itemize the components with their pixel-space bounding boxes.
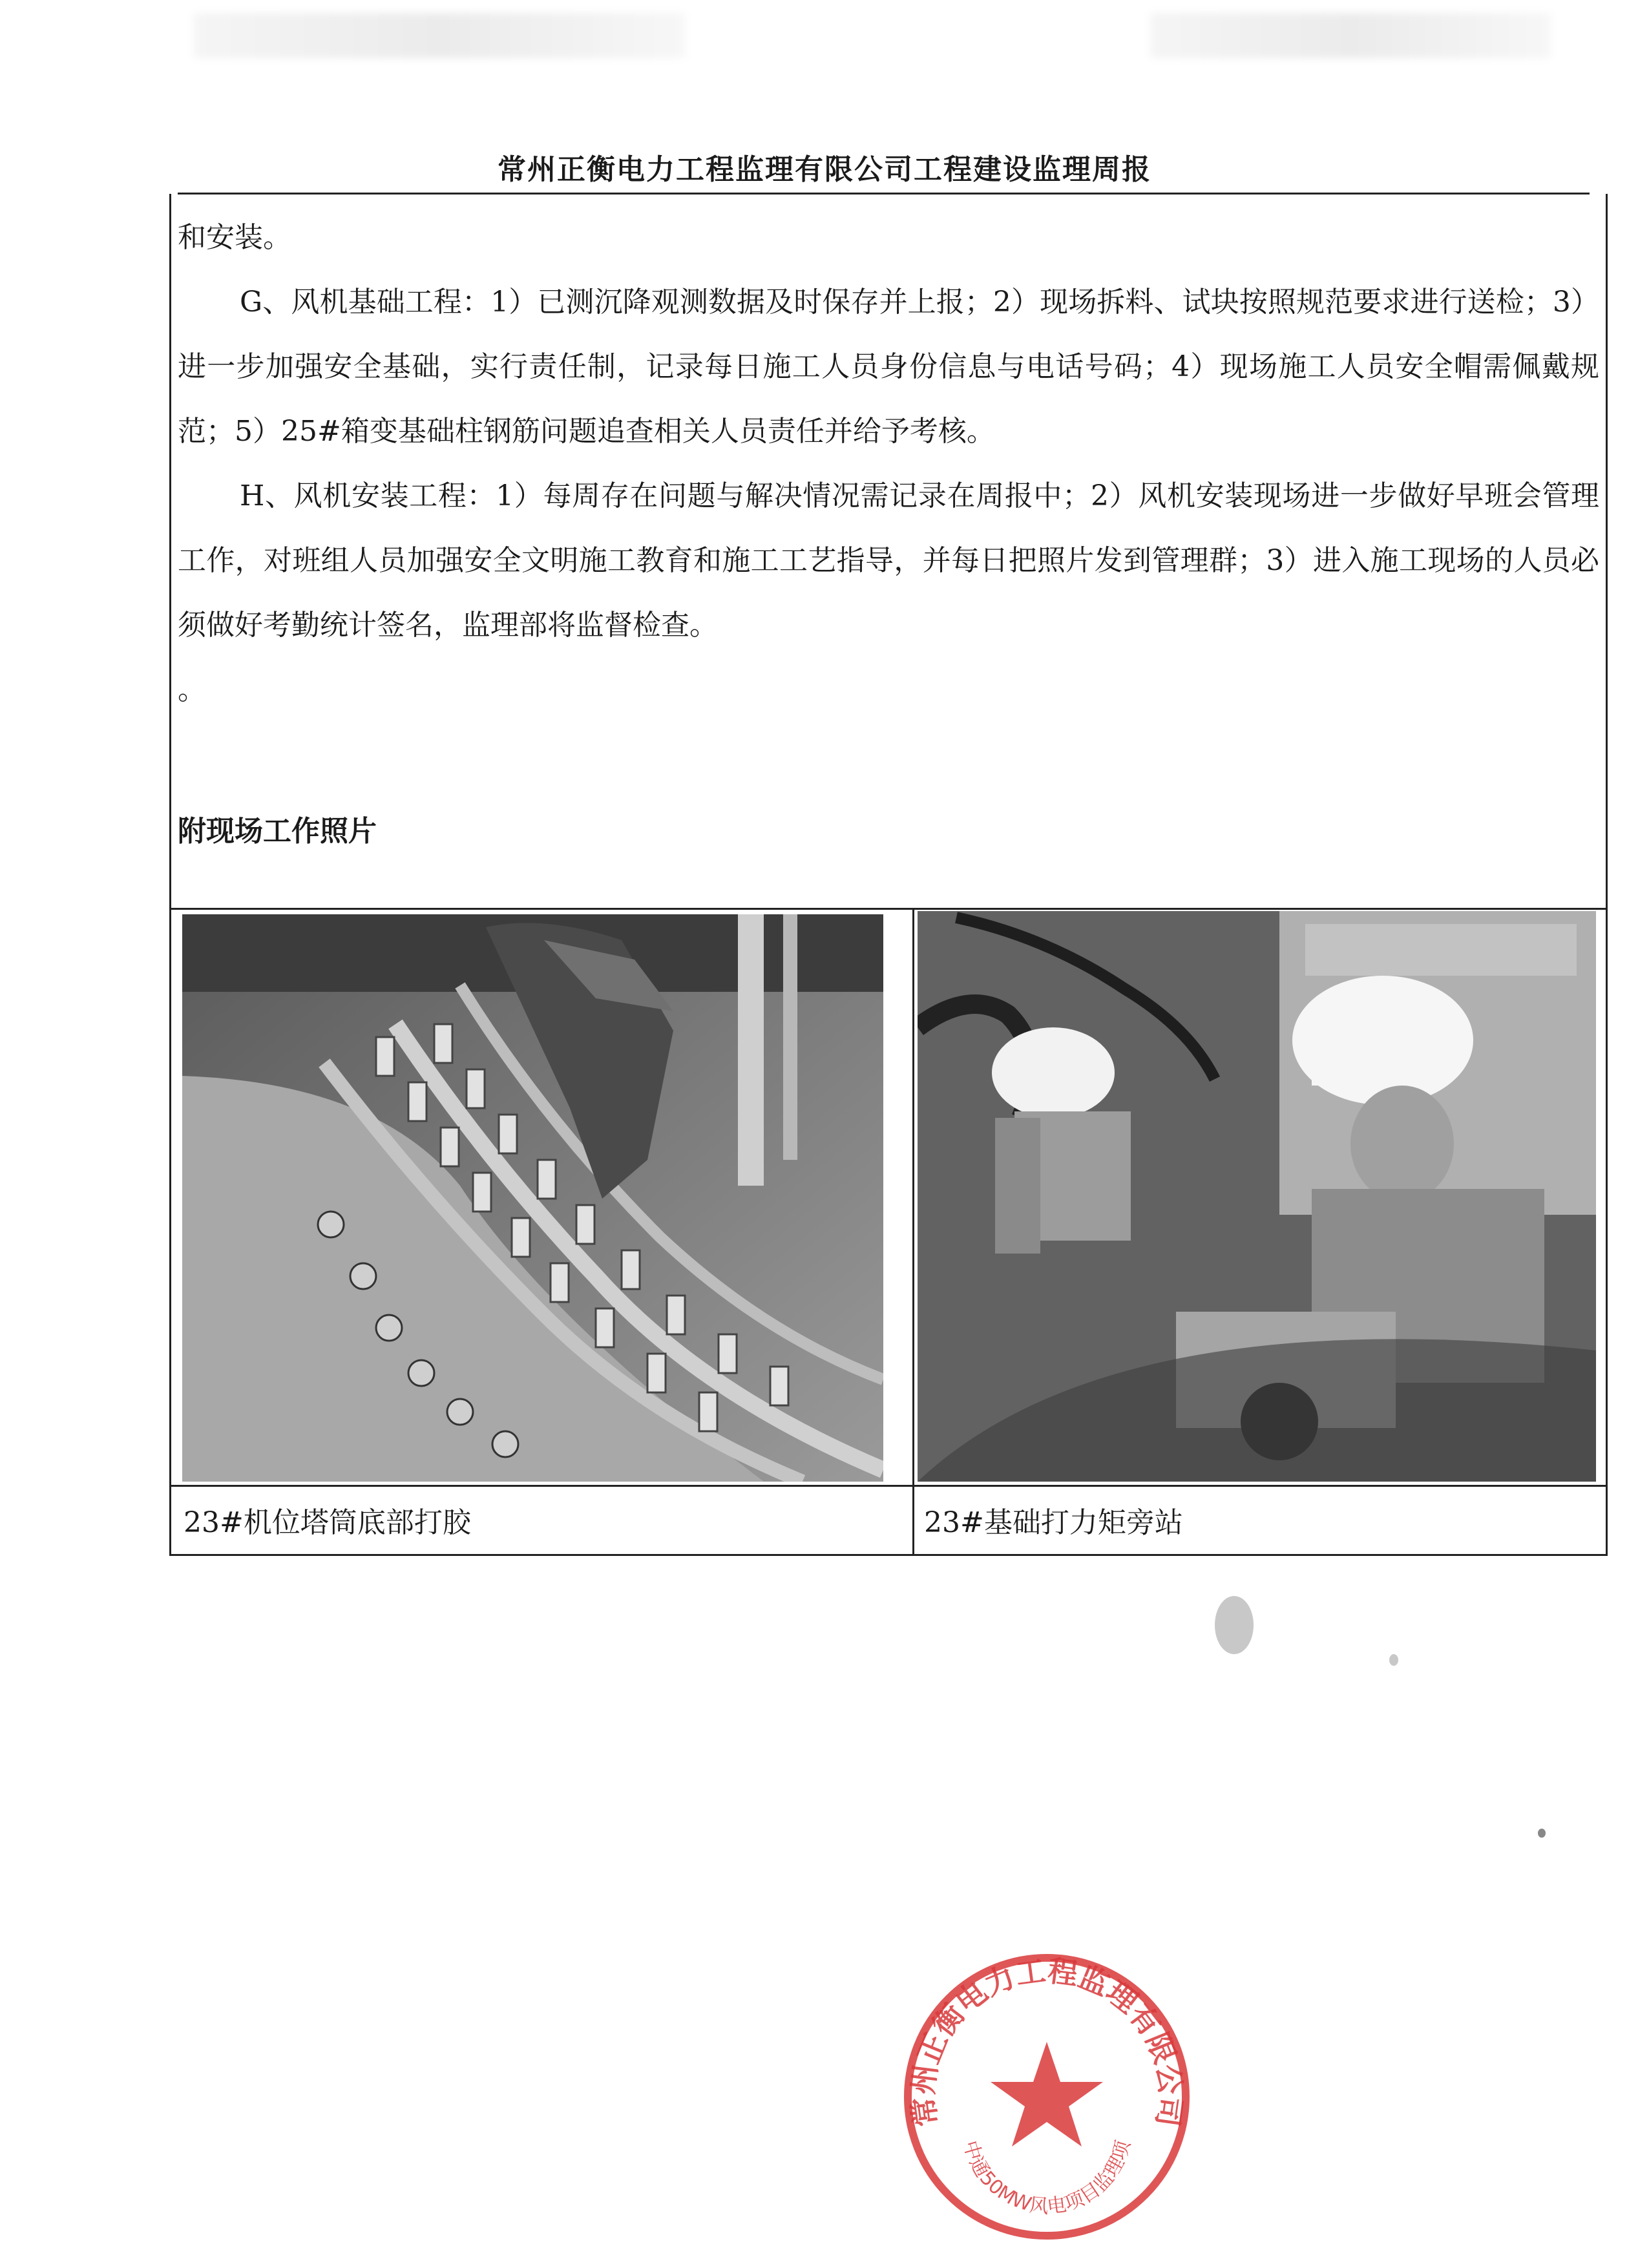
report-text — [178, 205, 1599, 722]
photo-caption-left: 23#机位塔筒底部打胶 — [184, 1506, 471, 1539]
photo-section-label: 附现场工作照片 — [178, 815, 377, 848]
photo-caption-right: 23#基础打力矩旁站 — [924, 1506, 1183, 1539]
scan-speck — [1538, 1829, 1546, 1838]
bleed-through-mark — [1150, 13, 1551, 58]
paragraph-stray-mark: 。 — [178, 673, 206, 706]
scan-speck — [1215, 1596, 1254, 1654]
paragraph-continuation: 和安装。 — [178, 221, 291, 254]
company-seal — [888, 1938, 1205, 2255]
scan-speck — [1389, 1654, 1398, 1666]
photo-table-row-divider — [169, 1485, 1608, 1487]
photo-tower-base-sealing — [182, 914, 883, 1482]
photo-table-column-divider — [912, 908, 914, 1556]
page-header-title: 常州正衡电力工程监理有限公司工程建设监理周报 — [498, 153, 1151, 186]
paragraph-section-h: H、风机安装工程：1）每周存在问题与解决情况需记录在周报中；2）风机安装现场进一步做好早班会管理工作，对班组人员加强安全文明施工教育和施工工艺指导，并每日把照片发到管理群；3）进入施工现场的人员必须做好考勤统计签名，监理部将监督检查。 — [178, 479, 1599, 642]
bleed-through-mark — [194, 13, 685, 58]
photo-torque-station — [918, 911, 1596, 1482]
seal-inner-text: 中通50MW风电项目监理项 — [958, 2137, 1135, 2219]
seal-text: 常州正衡电力工程监理有限公司 — [905, 1953, 1189, 2129]
paragraph-section-g: G、风机基础工程：1）已测沉降观测数据及时保存并上报；2）现场拆料、试块按照规范要求进行送检；3）进一步加强安全基础，实行责任制，记录每日施工人员身份信息与电话号码；4）现场施工人员安全帽需佩戴规范；5）25#箱变基础柱钢筋问题追查相关人员责任并给予考核。 — [178, 286, 1599, 448]
